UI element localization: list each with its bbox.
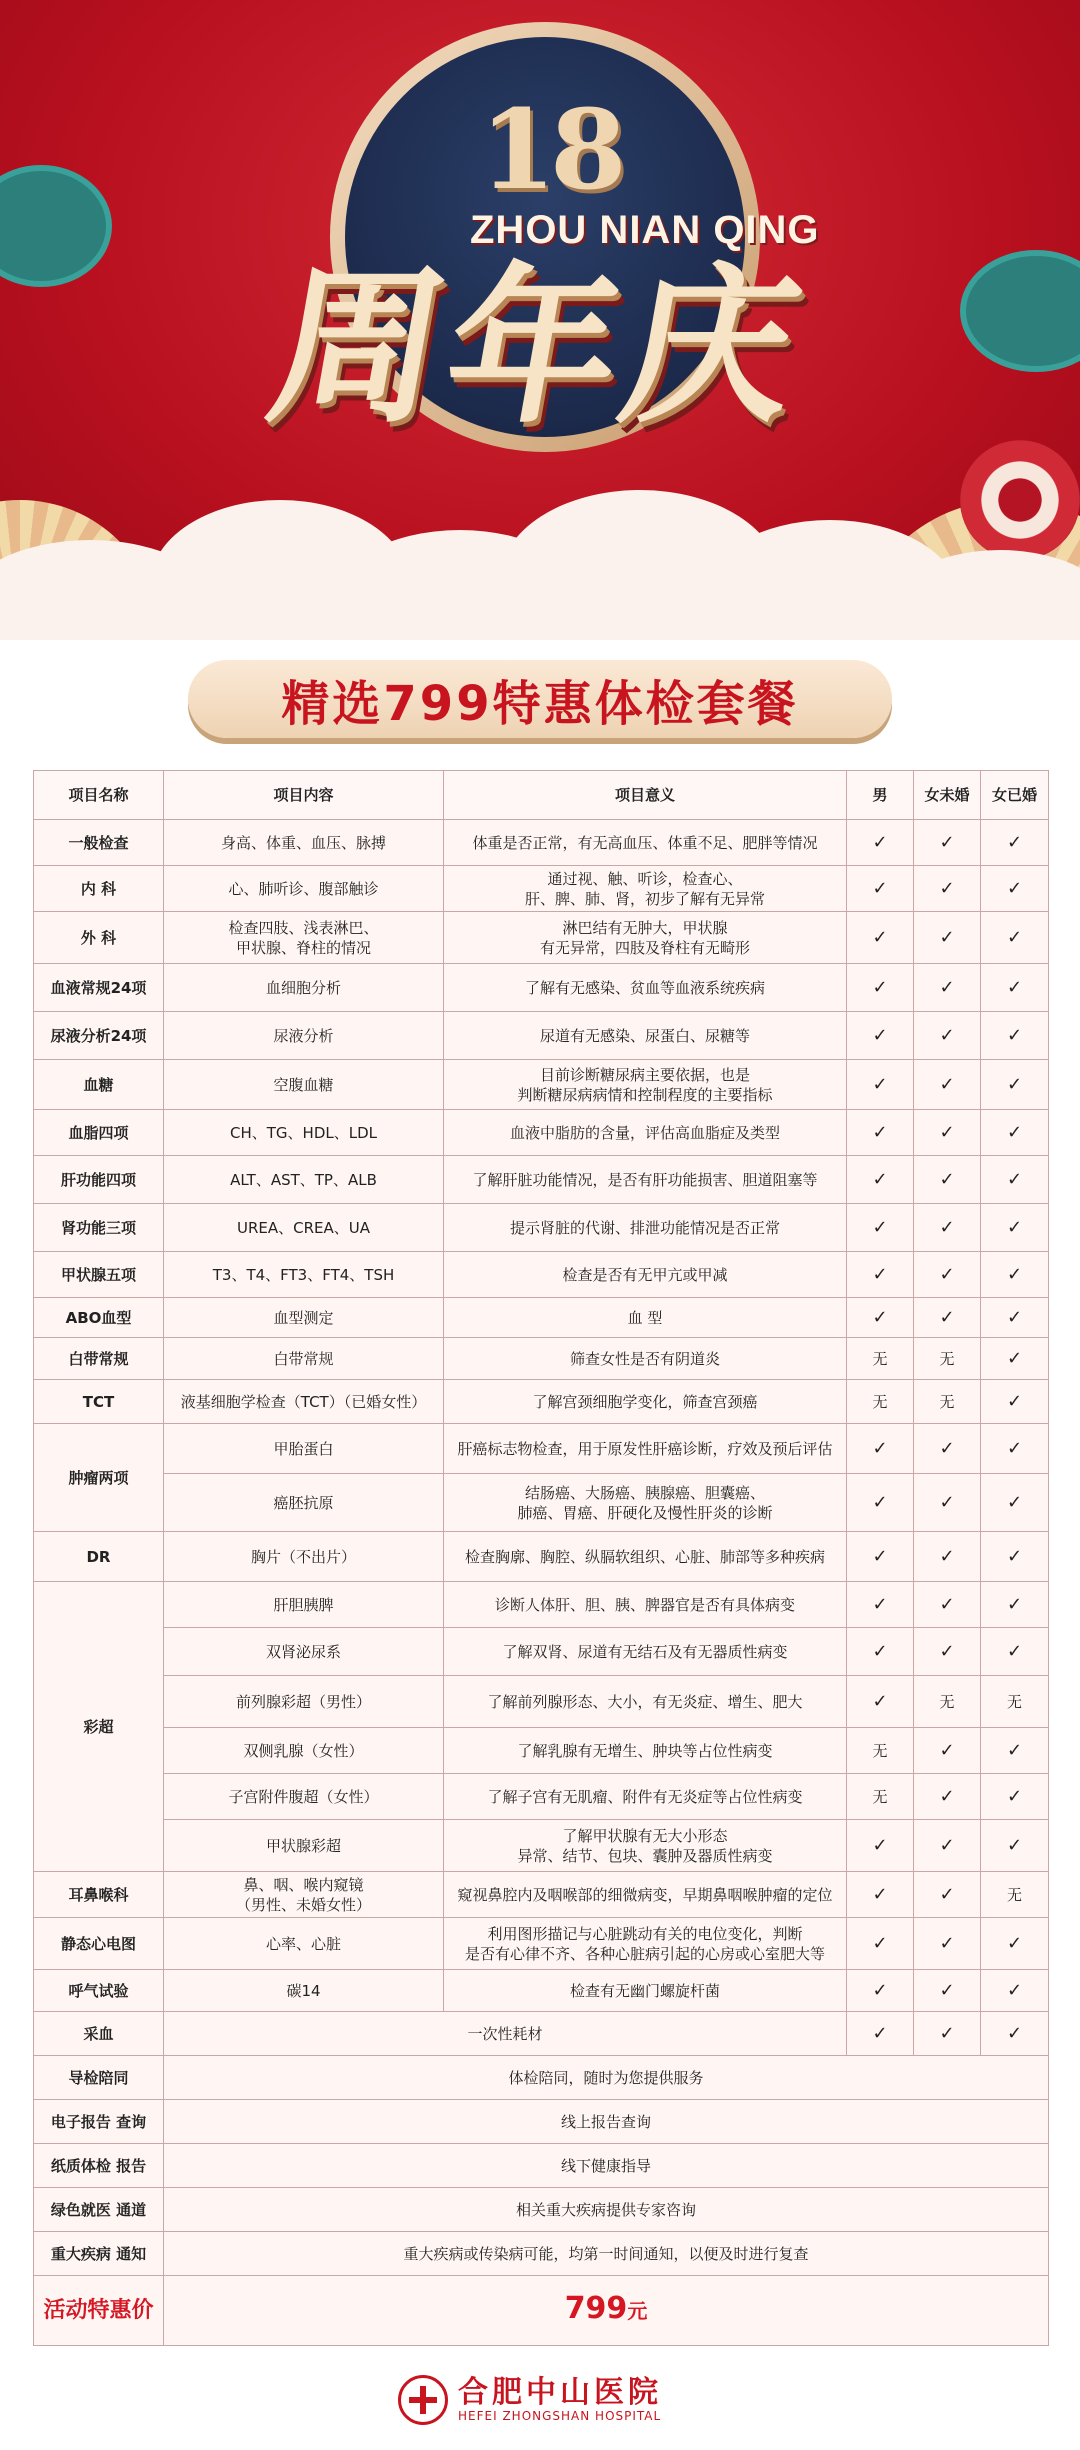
mark-female-unmarried: ✓ <box>914 1872 981 1918</box>
mark-female-married: ✓ <box>981 1532 1049 1582</box>
item-name: TCT <box>34 1380 164 1424</box>
col-header-item-content: 项目内容 <box>164 771 444 820</box>
mark-female-married: ✓ <box>981 1774 1049 1820</box>
hospital-logo-icon <box>398 2375 448 2425</box>
price-row <box>34 2276 1049 2346</box>
price-value: 799 <box>564 2290 628 2326</box>
mark-female-married: ✓ <box>981 2012 1049 2056</box>
mark-female-married: ✓ <box>981 866 1049 912</box>
mark-male: ✓ <box>847 1820 914 1872</box>
mark-male: ✓ <box>847 1582 914 1628</box>
item-content: 心率、心脏 <box>164 1918 444 1970</box>
item-name: 一般检查 <box>34 820 164 866</box>
table-row <box>34 1424 1049 1474</box>
mark-female-unmarried: ✓ <box>914 1532 981 1582</box>
item-content: 双侧乳腺（女性） <box>164 1728 444 1774</box>
price-cell <box>164 2276 1049 2346</box>
mark-female-unmarried: ✓ <box>914 1110 981 1156</box>
mark-female-unmarried: ✓ <box>914 1252 981 1298</box>
mark-female-married: ✓ <box>981 1060 1049 1110</box>
mark-female-unmarried: ✓ <box>914 1970 981 2012</box>
mark-male: ✓ <box>847 1628 914 1676</box>
item-content: 血型测定 <box>164 1298 444 1338</box>
table-row <box>34 1820 1049 1872</box>
item-name: 肿瘤两项 <box>34 1424 164 1532</box>
item-name: 彩超 <box>34 1582 164 1872</box>
table-row <box>34 1060 1049 1110</box>
item-meaning: 了解前列腺形态、大小，有无炎症、增生、肥大 <box>444 1676 847 1728</box>
item-content: 鼻、咽、喉内窥镜 （男性、未婚女性） <box>164 1872 444 1918</box>
item-name: 肝功能四项 <box>34 1156 164 1204</box>
mark-female-married: ✓ <box>981 1582 1049 1628</box>
table-row <box>34 1582 1049 1628</box>
mark-female-unmarried: ✓ <box>914 866 981 912</box>
table-row <box>34 964 1049 1012</box>
service-row <box>34 2232 1049 2276</box>
mark-female-married: ✓ <box>981 1110 1049 1156</box>
table-row <box>34 1156 1049 1204</box>
item-meaning: 了解子宫有无肌瘤、附件有无炎症等占位性病变 <box>444 1774 847 1820</box>
item-meaning: 了解甲状腺有无大小形态 异常、结节、包块、囊肿及器质性病变 <box>444 1820 847 1872</box>
item-meaning: 检查胸廓、胸腔、纵膈软组织、心脏、肺部等多种疾病 <box>444 1532 847 1582</box>
table-row <box>34 1474 1049 1532</box>
mark-male: ✓ <box>847 1918 914 1970</box>
mark-female-unmarried: ✓ <box>914 1582 981 1628</box>
item-name: 静态心电图 <box>34 1918 164 1970</box>
table-row <box>34 1012 1049 1060</box>
mark-male: ✓ <box>847 1156 914 1204</box>
mark-female-married: ✓ <box>981 1918 1049 1970</box>
item-meaning: 了解肝脏功能情况，是否有肝功能损害、胆道阻塞等 <box>444 1156 847 1204</box>
mark-male: ✓ <box>847 1872 914 1918</box>
mark-male: ✓ <box>847 964 914 1012</box>
item-content: 前列腺彩超（男性） <box>164 1676 444 1728</box>
item-meaning: 通过视、触、听诊，检查心、 肝、脾、肺、肾，初步了解有无异常 <box>444 866 847 912</box>
item-content: 癌胚抗原 <box>164 1474 444 1532</box>
mark-female-married: 无 <box>981 1872 1049 1918</box>
item-meaning: 血液中脂肪的含量，评估高血脂症及类型 <box>444 1110 847 1156</box>
item-meaning: 目前诊断糖尿病主要依据，也是 判断糖尿病病情和控制程度的主要指标 <box>444 1060 847 1110</box>
item-content: 身高、体重、血压、脉搏 <box>164 820 444 866</box>
mark-female-married: ✓ <box>981 1252 1049 1298</box>
table-row <box>34 1676 1049 1728</box>
item-meaning: 体重是否正常，有无高血压、体重不足、肥胖等情况 <box>444 820 847 866</box>
mark-male: ✓ <box>847 1676 914 1728</box>
mark-male: ✓ <box>847 866 914 912</box>
service-row <box>34 2100 1049 2144</box>
mark-male: ✓ <box>847 1110 914 1156</box>
price-unit: 元 <box>627 2298 648 2323</box>
item-meaning: 结肠癌、大肠癌、胰腺癌、胆囊癌、 肺癌、胃癌、肝硬化及慢性肝炎的诊断 <box>444 1474 847 1532</box>
mark-male: ✓ <box>847 1012 914 1060</box>
mark-male: ✓ <box>847 1474 914 1532</box>
service-name: 绿色就医 通道 <box>34 2188 164 2232</box>
item-content: 空腹血糖 <box>164 1060 444 1110</box>
table-row <box>34 1628 1049 1676</box>
item-name: ABO血型 <box>34 1298 164 1338</box>
exam-package-table <box>33 770 1049 2346</box>
item-content: 碳14 <box>164 1970 444 2012</box>
item-name: 采血 <box>34 2012 164 2056</box>
mark-female-unmarried: 无 <box>914 1676 981 1728</box>
anniversary-number: 18 <box>479 85 621 214</box>
mark-female-married: ✓ <box>981 1474 1049 1532</box>
service-description: 线上报告查询 <box>164 2100 1049 2144</box>
col-header-item-name: 项目名称 <box>34 771 164 820</box>
service-row <box>34 2144 1049 2188</box>
table-row <box>34 1298 1049 1338</box>
cloud-ornament-right <box>960 250 1080 372</box>
item-content: 血细胞分析 <box>164 964 444 1012</box>
mark-female-married: ✓ <box>981 1970 1049 2012</box>
item-name: 内 科 <box>34 866 164 912</box>
item-content: 液基细胞学检查（TCT）（已婚女性） <box>164 1380 444 1424</box>
mark-female-unmarried: ✓ <box>914 1820 981 1872</box>
service-name: 电子报告 查询 <box>34 2100 164 2144</box>
item-name: 血脂四项 <box>34 1110 164 1156</box>
item-content: 甲胎蛋白 <box>164 1424 444 1474</box>
table-row <box>34 820 1049 866</box>
mark-female-unmarried: ✓ <box>914 1474 981 1532</box>
item-meaning: 了解有无感染、贫血等血液系统疾病 <box>444 964 847 1012</box>
table-row <box>34 1774 1049 1820</box>
item-meaning: 检查有无幽门螺旋杆菌 <box>444 1970 847 2012</box>
hospital-footer <box>398 2370 698 2430</box>
table-row <box>34 1252 1049 1298</box>
item-content: 肝胆胰脾 <box>164 1582 444 1628</box>
mark-male: ✓ <box>847 1060 914 1110</box>
item-meaning: 淋巴结有无肿大，甲状腺 有无异常，四肢及脊柱有无畸形 <box>444 912 847 964</box>
table-row <box>34 912 1049 964</box>
table-row <box>34 1110 1049 1156</box>
mark-male: 无 <box>847 1338 914 1380</box>
mark-male: ✓ <box>847 820 914 866</box>
item-name: 血糖 <box>34 1060 164 1110</box>
item-name: 甲状腺五项 <box>34 1252 164 1298</box>
col-header-male: 男 <box>847 771 914 820</box>
item-name: 耳鼻喉科 <box>34 1872 164 1918</box>
mark-female-married: ✓ <box>981 912 1049 964</box>
mark-female-unmarried: ✓ <box>914 1728 981 1774</box>
mark-female-unmarried: 无 <box>914 1380 981 1424</box>
cloud-ornament-left <box>0 165 112 287</box>
item-content: 检查四肢、浅表淋巴、 甲状腺、脊柱的情况 <box>164 912 444 964</box>
service-description: 线下健康指导 <box>164 2144 1049 2188</box>
item-meaning: 提示肾脏的代谢、排泄功能情况是否正常 <box>444 1204 847 1252</box>
service-description: 体检陪同，随时为您提供服务 <box>164 2056 1049 2100</box>
hospital-name-en: HEFEI ZHONGSHAN HOSPITAL <box>458 2409 662 2423</box>
mark-male: ✓ <box>847 2012 914 2056</box>
item-meaning: 窥视鼻腔内及咽喉部的细微病变，早期鼻咽喉肿瘤的定位 <box>444 1872 847 1918</box>
mark-male: ✓ <box>847 1204 914 1252</box>
mark-female-married: ✓ <box>981 1204 1049 1252</box>
mark-female-unmarried: ✓ <box>914 912 981 964</box>
table-row <box>34 866 1049 912</box>
item-name: 尿液分析24项 <box>34 1012 164 1060</box>
mark-female-unmarried: ✓ <box>914 1012 981 1060</box>
hospital-name-cn: 合肥中山医院 <box>458 2375 662 2410</box>
item-content: 子宫附件腹超（女性） <box>164 1774 444 1820</box>
anniversary-banner <box>0 0 1080 640</box>
service-description: 重大疾病或传染病可能，均第一时间通知，以便及时进行复查 <box>164 2232 1049 2276</box>
mark-female-unmarried: ✓ <box>914 1424 981 1474</box>
mark-female-unmarried: ✓ <box>914 1156 981 1204</box>
mark-male: 无 <box>847 1380 914 1424</box>
price-label: 活动特惠价 <box>34 2276 164 2346</box>
mark-male: 无 <box>847 1728 914 1774</box>
table-row <box>34 1380 1049 1424</box>
item-meaning: 尿道有无感染、尿蛋白、尿糖等 <box>444 1012 847 1060</box>
mark-male: ✓ <box>847 1252 914 1298</box>
table-row <box>34 1872 1049 1918</box>
mark-female-married: ✓ <box>981 1424 1049 1474</box>
item-meaning: 利用图形描记与心脏跳动有关的电位变化，判断 是否有心律不齐、各种心脏病引起的心房或心室肥大等 <box>444 1918 847 1970</box>
mark-female-unmarried: ✓ <box>914 1628 981 1676</box>
mark-female-married: ✓ <box>981 1380 1049 1424</box>
item-meaning: 筛查女性是否有阴道炎 <box>444 1338 847 1380</box>
mark-female-unmarried: ✓ <box>914 1204 981 1252</box>
table-row <box>34 1532 1049 1582</box>
item-content: 白带常规 <box>164 1338 444 1380</box>
item-content: CH、TG、HDL、LDL <box>164 1110 444 1156</box>
item-content: 甲状腺彩超 <box>164 1820 444 1872</box>
mark-female-unmarried: ✓ <box>914 820 981 866</box>
mark-female-unmarried: ✓ <box>914 1060 981 1110</box>
table-header-row <box>34 771 1049 820</box>
item-meaning: 血 型 <box>444 1298 847 1338</box>
table-row <box>34 1970 1049 2012</box>
col-header-female-unmarried: 女未婚 <box>914 771 981 820</box>
service-row <box>34 2188 1049 2232</box>
item-content: 一次性耗材 <box>164 2012 847 2056</box>
item-name: 外 科 <box>34 912 164 964</box>
mark-male: ✓ <box>847 1532 914 1582</box>
mark-female-married: ✓ <box>981 1338 1049 1380</box>
mark-female-married: ✓ <box>981 1156 1049 1204</box>
mark-male: ✓ <box>847 1424 914 1474</box>
mark-female-unmarried: ✓ <box>914 2012 981 2056</box>
table-row <box>34 1338 1049 1380</box>
mark-female-married: ✓ <box>981 1298 1049 1338</box>
mark-male: ✓ <box>847 1970 914 2012</box>
package-ribbon: 精选799特惠体检套餐 <box>188 660 892 738</box>
mark-female-unmarried: ✓ <box>914 1298 981 1338</box>
item-content: 胸片（不出片） <box>164 1532 444 1582</box>
mark-female-married: ✓ <box>981 1820 1049 1872</box>
item-meaning: 了解宫颈细胞学变化，筛查宫颈癌 <box>444 1380 847 1424</box>
table-row <box>34 1728 1049 1774</box>
item-name: 血液常规24项 <box>34 964 164 1012</box>
mark-female-married: ✓ <box>981 820 1049 866</box>
item-content: 心、肺听诊、腹部触诊 <box>164 866 444 912</box>
mark-female-unmarried: ✓ <box>914 964 981 1012</box>
item-meaning: 诊断人体肝、胆、胰、脾器官是否有具体病变 <box>444 1582 847 1628</box>
item-content: T3、T4、FT3、FT4、TSH <box>164 1252 444 1298</box>
service-name: 重大疾病 通知 <box>34 2232 164 2276</box>
item-content: 尿液分析 <box>164 1012 444 1060</box>
banner-title: 周年庆 <box>255 249 819 447</box>
mark-female-married: ✓ <box>981 1628 1049 1676</box>
item-name: 呼气试验 <box>34 1970 164 2012</box>
mark-female-unmarried: ✓ <box>914 1918 981 1970</box>
item-name: 白带常规 <box>34 1338 164 1380</box>
table-row <box>34 2012 1049 2056</box>
col-header-female-married: 女已婚 <box>981 771 1049 820</box>
mark-male: 无 <box>847 1774 914 1820</box>
mark-female-married: ✓ <box>981 1012 1049 1060</box>
service-name: 导检陪同 <box>34 2056 164 2100</box>
table-row <box>34 1204 1049 1252</box>
item-content: 双肾泌尿系 <box>164 1628 444 1676</box>
service-description: 相关重大疾病提供专家咨询 <box>164 2188 1049 2232</box>
mark-female-married: ✓ <box>981 1728 1049 1774</box>
item-name: DR <box>34 1532 164 1582</box>
item-content: ALT、AST、TP、ALB <box>164 1156 444 1204</box>
item-meaning: 检查是否有无甲亢或甲减 <box>444 1252 847 1298</box>
mark-male: ✓ <box>847 1298 914 1338</box>
mark-female-unmarried: 无 <box>914 1338 981 1380</box>
banner-subtitle: ZHOU NIAN QING <box>470 208 820 252</box>
item-content: UREA、CREA、UA <box>164 1204 444 1252</box>
item-name: 肾功能三项 <box>34 1204 164 1252</box>
item-meaning: 了解乳腺有无增生、肿块等占位性病变 <box>444 1728 847 1774</box>
mark-female-married: 无 <box>981 1676 1049 1728</box>
mark-female-married: ✓ <box>981 964 1049 1012</box>
item-meaning: 肝癌标志物检查，用于原发性肝癌诊断，疗效及预后评估 <box>444 1424 847 1474</box>
service-row <box>34 2056 1049 2100</box>
service-name: 纸质体检 报告 <box>34 2144 164 2188</box>
col-header-item-meaning: 项目意义 <box>444 771 847 820</box>
mark-female-unmarried: ✓ <box>914 1774 981 1820</box>
cloud-bank <box>0 470 1080 640</box>
item-meaning: 了解双肾、尿道有无结石及有无器质性病变 <box>444 1628 847 1676</box>
mark-male: ✓ <box>847 912 914 964</box>
table-row <box>34 1918 1049 1970</box>
